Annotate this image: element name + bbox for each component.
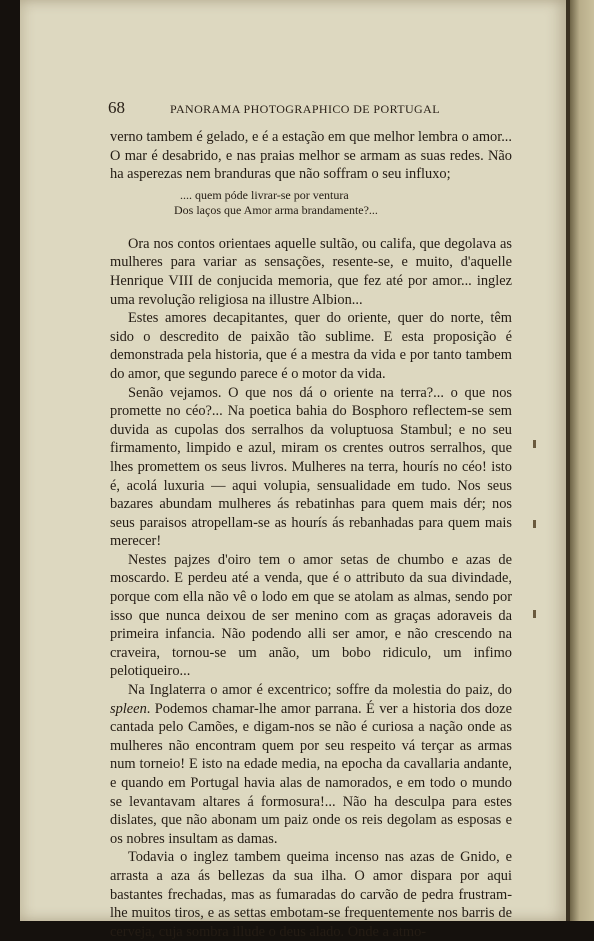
paragraph: Estes amores decapitantes, quer do oriente, quer do norte, têm sido o descredito de paixão tão sublime. E esta proposição é demonstrada pela historia, que é a mestra da vida e por tanto tambem do amor, que segundo parece é o motor da vida.: [110, 310, 512, 382]
italic-word: spleen: [110, 700, 147, 717]
body-text: [110, 128, 512, 941]
next-page-edge: [570, 0, 594, 921]
paragraph: Todavia o inglez tambem queima incenso nas azas de Gnido, e arrasta a aza ás bellezas da sua ilha. O amor dispara por aqui bastantes frechadas, mas as fumaradas do carvão de pedra frustram-lhe muitos tiros, e as settas embotam-se frequentemente nos barris de cerveja, cuja sombra illude o deus alado. Onde a atmo-: [110, 849, 512, 940]
page-header: [108, 98, 520, 118]
quote-line: .... quem póde livrar-se por ventura: [180, 187, 349, 202]
paragraph: verno tambem é gelado, e é a estação em que melhor lembra o amor... O mar é desabrido, e nas praias melhor se armam as suas redes. Não ha asperezas nem branduras que não soffram o seu influxo;: [110, 129, 512, 183]
paragraph: Nestes pajzes d'oiro tem o amor setas de chumbo e azas de moscardo. E perdeu até a venda, que é o attributo da sua divindade, porque com ella não vê o lodo em que se atolam as almas, sendo por isso que nunca deixou de ser menino com as graças adoraveis da primeira infancia. Não podendo alli ser amor, e não crescendo na craveira, tornou-se um anão, um bobo ridiculo, um infimo pelotiqueiro...: [110, 551, 512, 680]
page-number: 68: [108, 98, 125, 117]
binding-mark: [533, 610, 536, 618]
text-run: Na Inglaterra o amor é excentrico; soffre da molestia do paiz, do: [128, 682, 512, 699]
running-head: PANORAMA PHOTOGRAPHICO DE PORTUGAL: [170, 102, 440, 116]
paragraph: [110, 681, 512, 848]
paragraph: Senão vejamos. O que nos dá o oriente na terra?... o que nos promette no céo?... Na poetica bahia do Bosphoro reflectem-se sem duvida as cupolas dos serralhos da voluptuosa Stambul; e no seu firmamento, limpido e azul, miram os crentes outros serralhos, que lhes promettem os seus livros. Mulheres na terra, hourís no céo! isto é, acolá luxuria — aqui volupia, sensualidade em tudo. Nos seus bazares abundam mulheres ás rebatinhas para quem mais dér; nos seus paraisos atropellam-se as hourís ás rebanhadas para quem mais merecer!: [110, 384, 512, 550]
binding-mark: [533, 440, 536, 448]
paragraph-gap: [110, 224, 512, 235]
quote-line: Dos laços que Amor arma brandamente?...: [174, 202, 378, 217]
text-run: . Podemos chamar-lhe amor parrana. É ver a historia dos doze cantada pelo Camões, e digam-nos se não é curiosa a nação onde as mulheres não encontram quem por seu respeito vá terçar as armas num torneio! E isto na edade media, na epocha da cavallaria andante, e quando em Portugal havia alas de namorados, e em todo o mundo se levantavam altares á formosura!... Não ha desculpa para estes dislates, que não abonam um paiz onde os reis degolam as esposas e os nobres insultam as damas.: [110, 700, 512, 847]
paragraph: Ora nos contos orientaes aquelle sultão, ou califa, que degolava as mulheres para variar as sensações, resente-se, e muito, d'aquelle Henrique VIII de conjucida memoria, que fez até por amor... inglez uma revolução religiosa na illustre Albion...: [110, 235, 512, 308]
verse-quote: [110, 188, 512, 218]
binding-mark: [533, 520, 536, 528]
book-page: [20, 0, 568, 940]
